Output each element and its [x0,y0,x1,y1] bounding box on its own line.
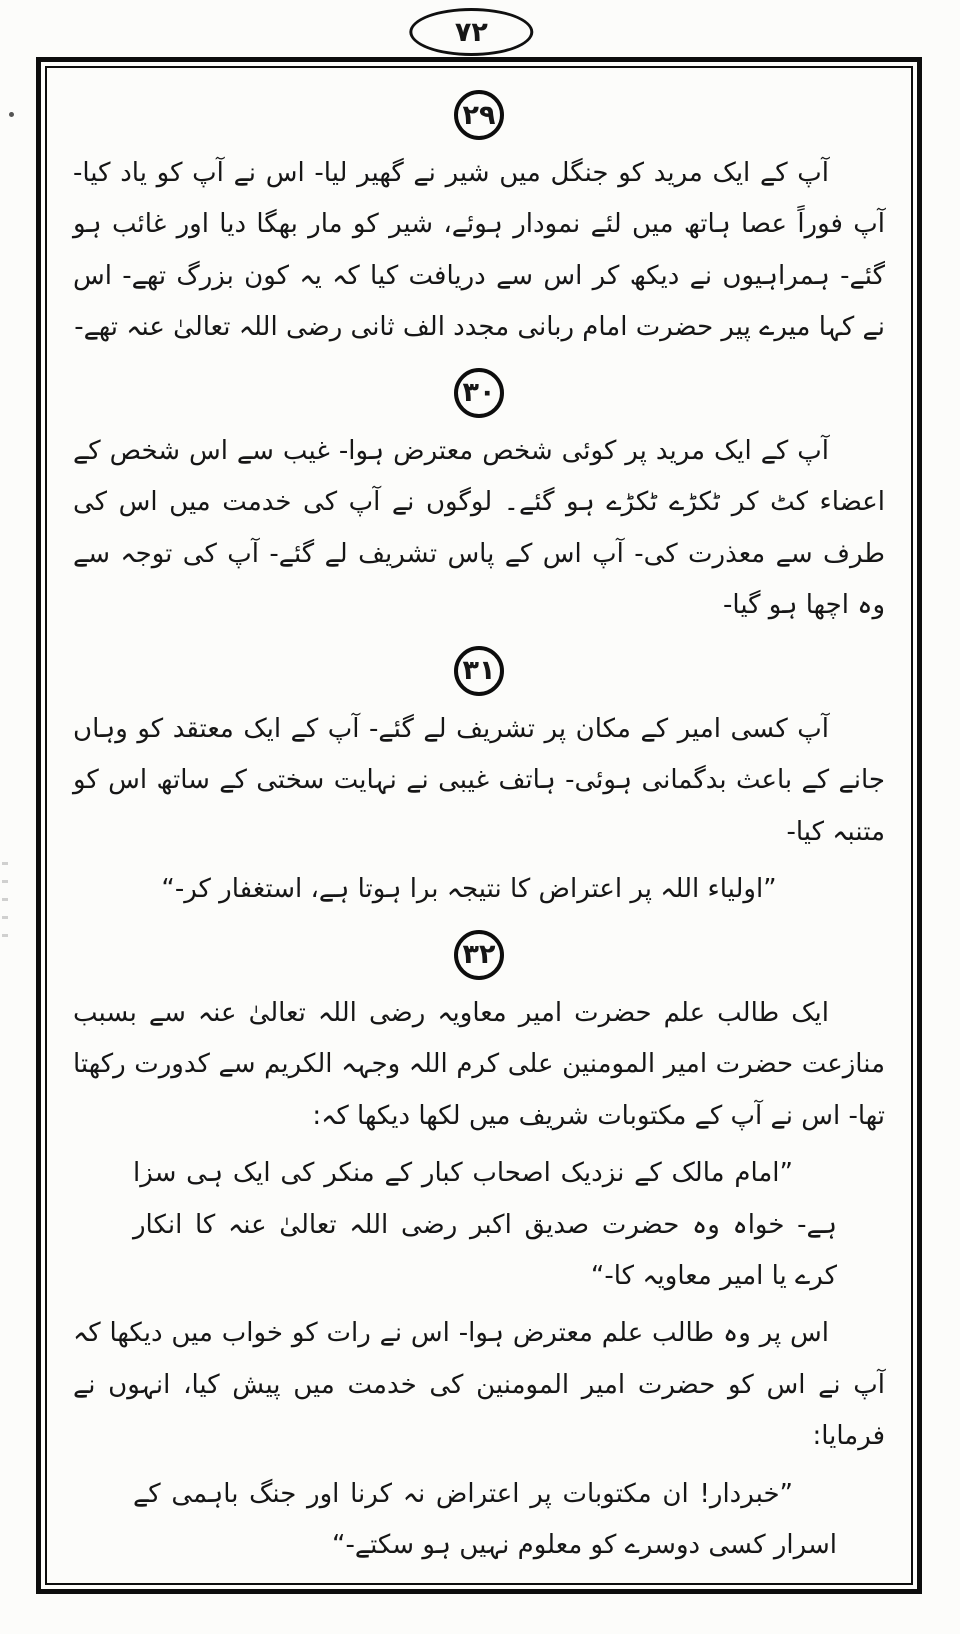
section-32-number-circle [454,930,504,980]
section-31-number: ۳۱ [462,655,496,687]
section-31-paragraph: آپ کسی امیر کے مکان پر تشریف لے گئے- آپ کے ایک معتقد کو وہاں جانے کے باعث بدگمانی ہوئی- ہاتف غیبی نے نہایت سختی کے ساتھ اس کو متنبہ کیا- [73,713,885,847]
scan-artifact-marks [2,862,8,952]
section-32-paragraph-1: ایک طالب علم حضرت امیر معاویہ رضی اللہ تعالیٰ عنہ سے بسبب منازعت حضرت امیر المومنین علی کرم اللہ وجہہ الکریم سے کدورت رکھتا تھا- اس نے آپ کے مکتوبات شریف میں لکھا دیکھا کہ: [73,997,885,1131]
page-number-badge [409,8,533,56]
page-frame-inner [45,66,913,1585]
section-31-number-circle [454,646,504,696]
section-29-number: ۲۹ [462,99,496,131]
section-32-quote-2: ”خبردار! ان مکتوبات پر اعتراض نہ کرنا اور جنگ باہمی کے اسرار کسی دوسرے کو معلوم نہیں ہو سکتے-“ [133,1478,837,1561]
section-29-number-circle [454,90,504,140]
section-31 [73,646,885,916]
section-29 [73,90,885,354]
section-29-paragraph: آپ کے ایک مرید کو جنگل میں شیر نے گھیر لیا- اس نے آپ کو یاد کیا- آپ فوراً عصا ہاتھ میں لئے نمودار ہوئے، شیر کو مار بھگا دیا اور غائب ہو گئے- ہمراہیوں نے دیکھ کر اس سے دریافت کیا کہ یہ کون بزرگ تھے- اس نے کہا میرے پیر حضرت امام ربانی مجدد الف ثانی رضی اللہ تعالیٰ عنہ تھے- [73,158,885,343]
section-30-number: ۳۰ [462,377,496,409]
page-frame [36,57,922,1594]
section-32-quote-1: ”امام مالک کے نزدیک اصحاب کبار کے منکر کی ایک ہی سزا ہے- خواہ وہ حضرت صدیق اکبر رضی اللہ تعالیٰ عنہ کا انکار کرے یا امیر معاویہ کا-“ [133,1158,837,1291]
scan-artifact-dot [9,112,14,117]
section-31-quote: ”اولیاء اللہ پر اعتراض کا نتیجہ برا ہوتا ہے، استغفار کر-“ [161,874,777,905]
section-30-paragraph: آپ کے ایک مرید پر کوئی شخص معترض ہوا- غیب سے اس شخص کے اعضاء کٹ کر ٹکڑے ٹکڑے ہو گئے۔ لوگوں نے آپ کی خدمت میں اس کی طرف سے معذرت کی- آپ اس کے پاس تشریف لے گئے- آپ کی توجہ سے وہ اچھا ہو گیا- [73,435,885,621]
section-30 [73,368,885,632]
section-32-number: ۳۲ [462,939,496,971]
page-number: ۷۲ [454,16,488,48]
section-32-paragraph-2: اس پر وہ طالب علم معترض ہوا- اس نے رات کو خواب میں دیکھا کہ آپ نے اس کو حضرت امیر المومنین کی خدمت میں پیش کیا، انہوں نے فرمایا: [73,1318,885,1452]
section-30-number-circle [454,368,504,418]
section-32 [73,930,885,1572]
